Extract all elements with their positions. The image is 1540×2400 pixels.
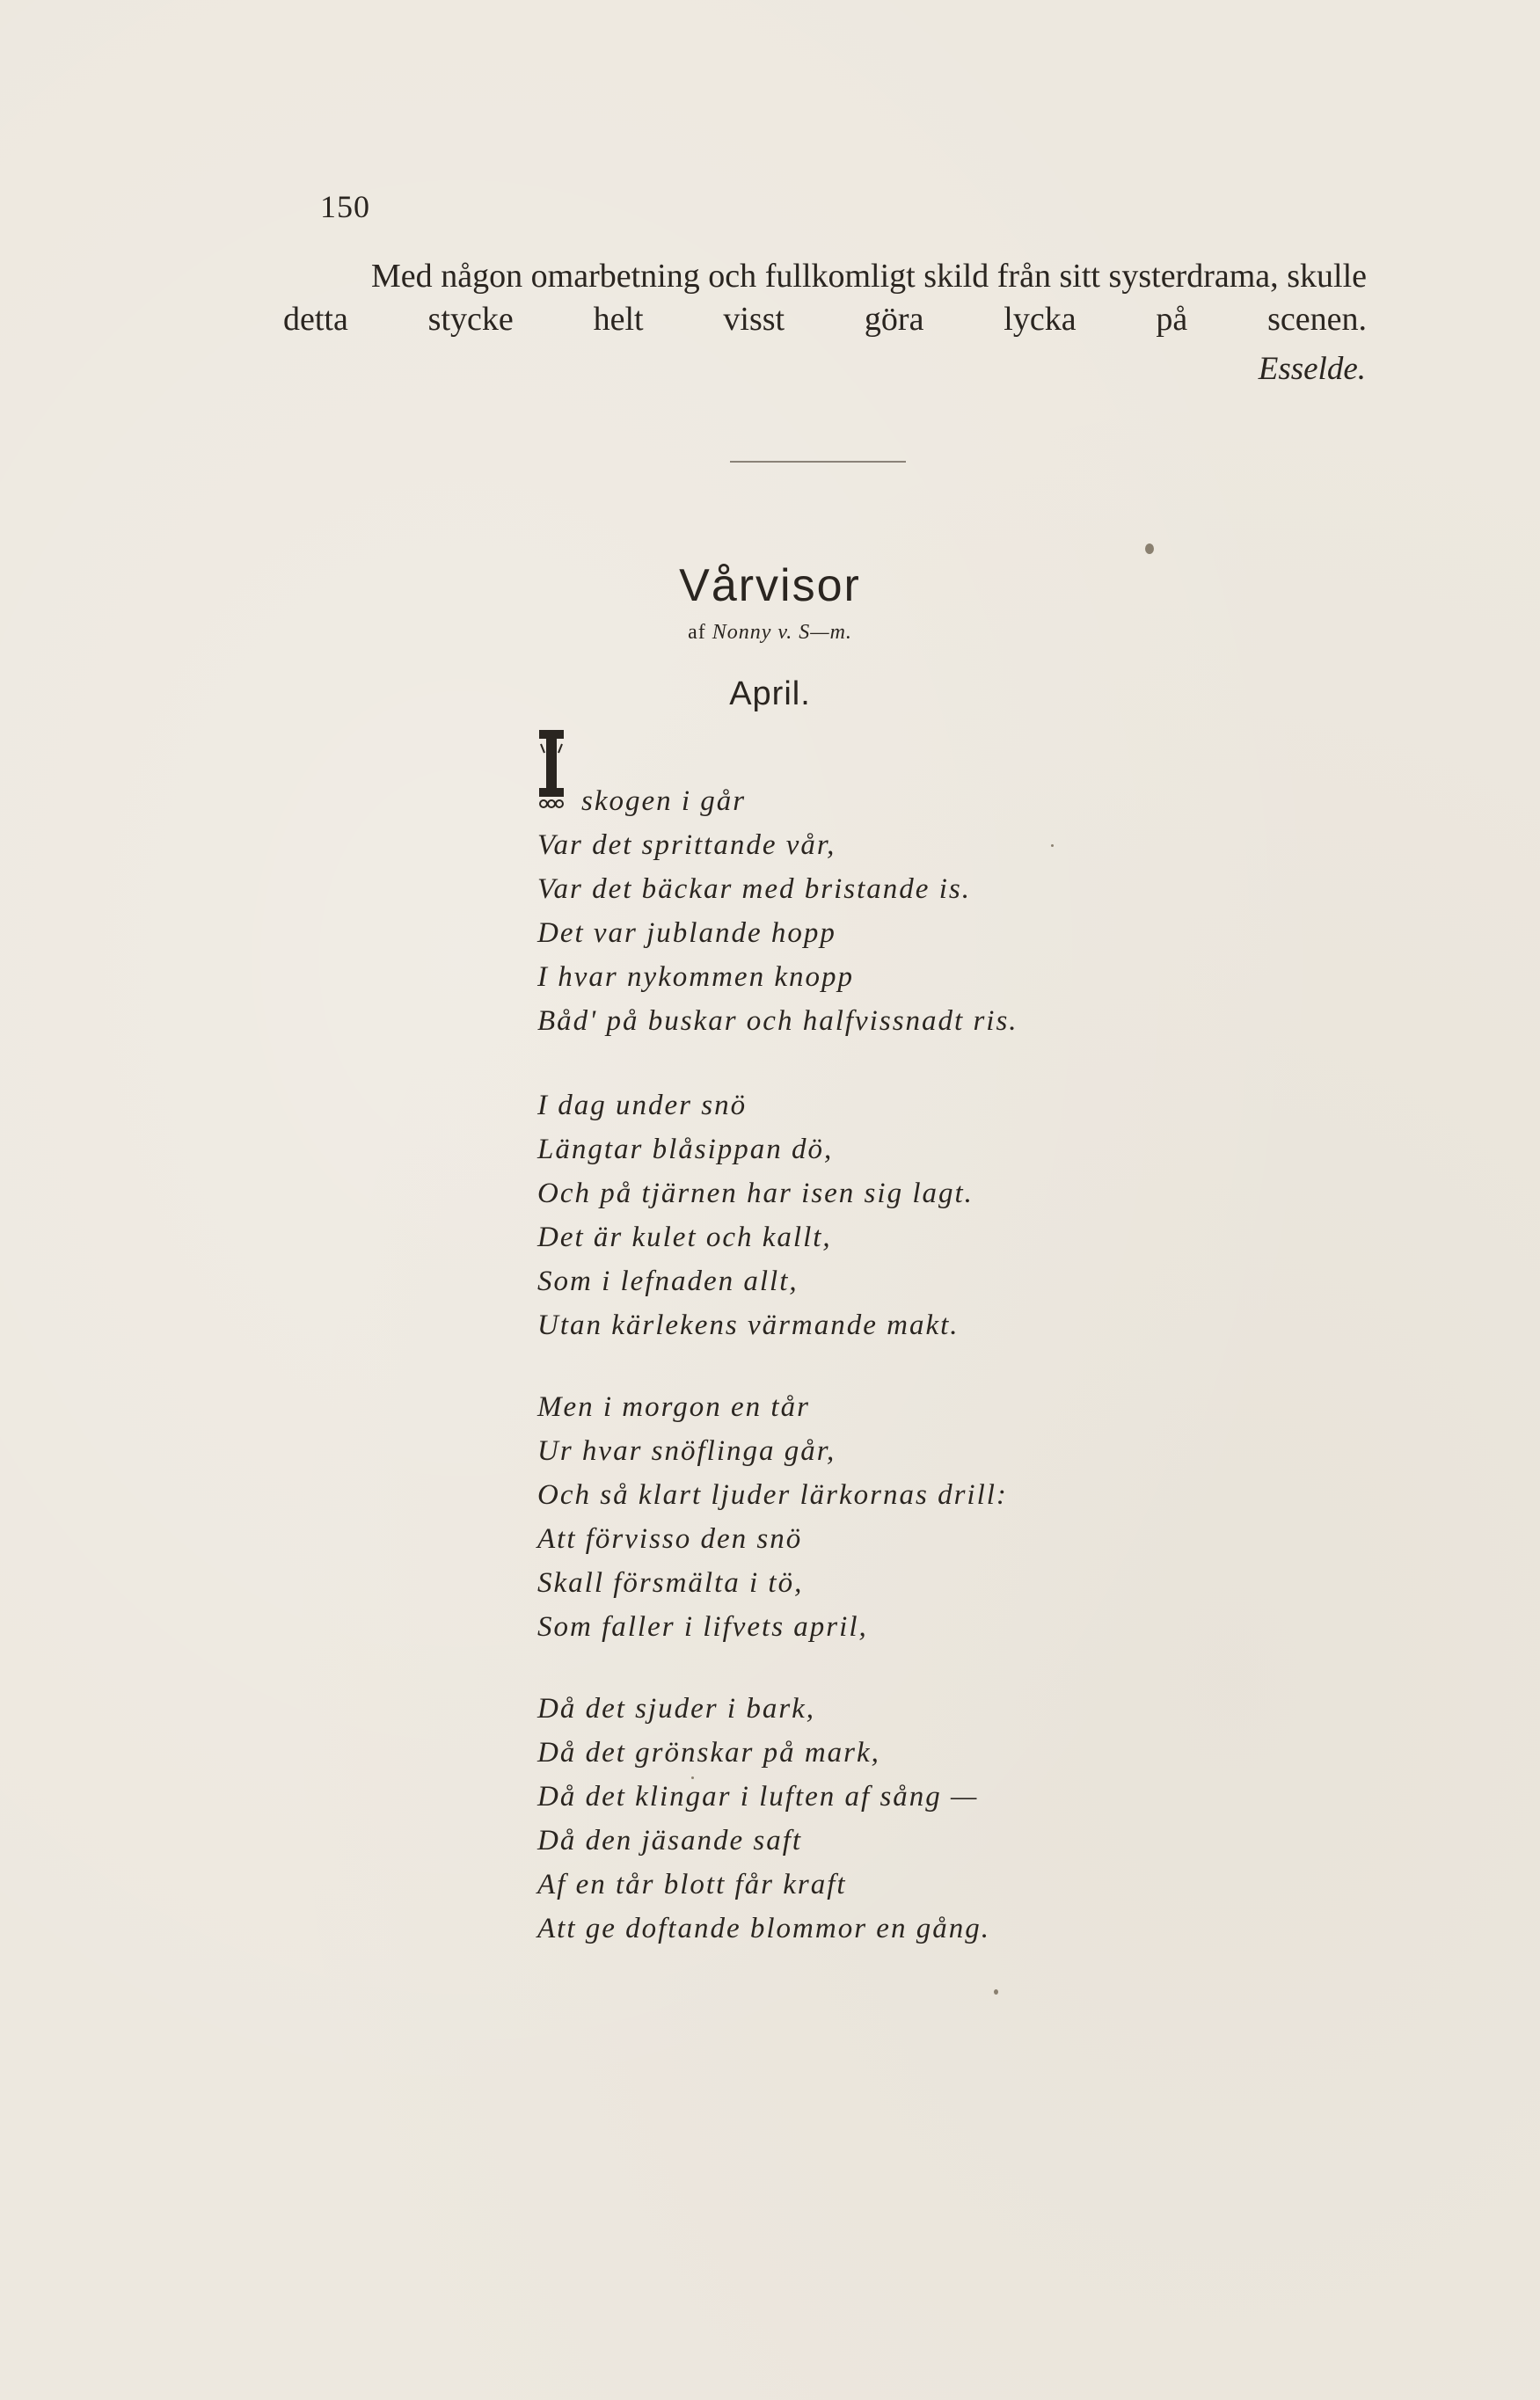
section-title: April. bbox=[729, 675, 811, 712]
verse-line: Då det sjuder i bark, bbox=[537, 1693, 816, 1725]
page-number: 150 bbox=[320, 189, 370, 224]
stanza-3 bbox=[537, 1385, 1008, 1649]
poem-byline bbox=[0, 621, 1540, 645]
poem-author: Nonny v. S—m. bbox=[712, 621, 852, 644]
verse-line: Ur hvar snöflinga går, bbox=[537, 1435, 836, 1467]
verse-line: Men i morgon en tår bbox=[537, 1391, 810, 1423]
paper-speck bbox=[994, 1989, 998, 1995]
verse-line: I dag under snö bbox=[537, 1090, 748, 1121]
verse-line: Då det klingar i luften af sång — bbox=[537, 1781, 979, 1813]
verse-line: Det var jublande hopp bbox=[537, 917, 836, 949]
verse-line: I hvar nykommen knopp bbox=[537, 961, 854, 993]
verse-line: Då den jäsande saft bbox=[537, 1825, 803, 1857]
poem-title: Vårvisor bbox=[679, 560, 861, 611]
signature: Esselde. bbox=[1258, 351, 1366, 387]
verse-line: Som i lefnaden allt, bbox=[537, 1266, 799, 1297]
drop-cap-i-icon bbox=[537, 726, 566, 811]
verse-line: Att ge doftande blommor en gång. bbox=[537, 1913, 990, 1944]
verse-line: Då det grönskar på mark, bbox=[537, 1737, 880, 1769]
stanza-4 bbox=[537, 1687, 990, 1951]
verse-line: Och så klart ljuder lärkornas drill: bbox=[537, 1479, 1008, 1511]
paper-speck bbox=[691, 1776, 694, 1779]
separator-rule bbox=[730, 461, 906, 463]
verse-line: Som faller i lifvets april, bbox=[537, 1611, 868, 1643]
stanza-1 bbox=[537, 779, 1018, 1043]
verse-line: Skall försmälta i tö, bbox=[537, 1567, 804, 1599]
verse-line: Var det bäckar med bristande is. bbox=[537, 873, 971, 905]
verse-line: Utan kärlekens värmande makt. bbox=[537, 1309, 960, 1341]
verse-line: Och på tjärnen har isen sig lagt. bbox=[537, 1178, 974, 1209]
verse-line: Af en tår blott får kraft bbox=[537, 1869, 847, 1900]
stanza-2 bbox=[537, 1083, 974, 1347]
verse-line: Längtar blåsippan dö, bbox=[537, 1134, 834, 1165]
stanza-first-line bbox=[537, 779, 1018, 823]
paper-speck bbox=[1145, 543, 1154, 554]
paper-speck bbox=[1051, 844, 1054, 847]
verse-line: Det är kulet och kallt, bbox=[537, 1222, 832, 1253]
verse-line: Var det sprittande vår, bbox=[537, 829, 836, 861]
author-prefix: af bbox=[688, 621, 706, 644]
intro-paragraph: Med någon omarbetning och fullkomligt skild från sitt systerdrama, skulle detta stycke helt visst göra lycka på scenen. bbox=[283, 258, 1367, 338]
verse-line: Båd' på buskar och halfvissnadt ris. bbox=[537, 1005, 1018, 1037]
verse-line: Att förvisso den snö bbox=[537, 1523, 803, 1555]
intro-paragraph-block bbox=[283, 255, 1367, 341]
first-line-rest: skogen i går bbox=[581, 785, 747, 817]
